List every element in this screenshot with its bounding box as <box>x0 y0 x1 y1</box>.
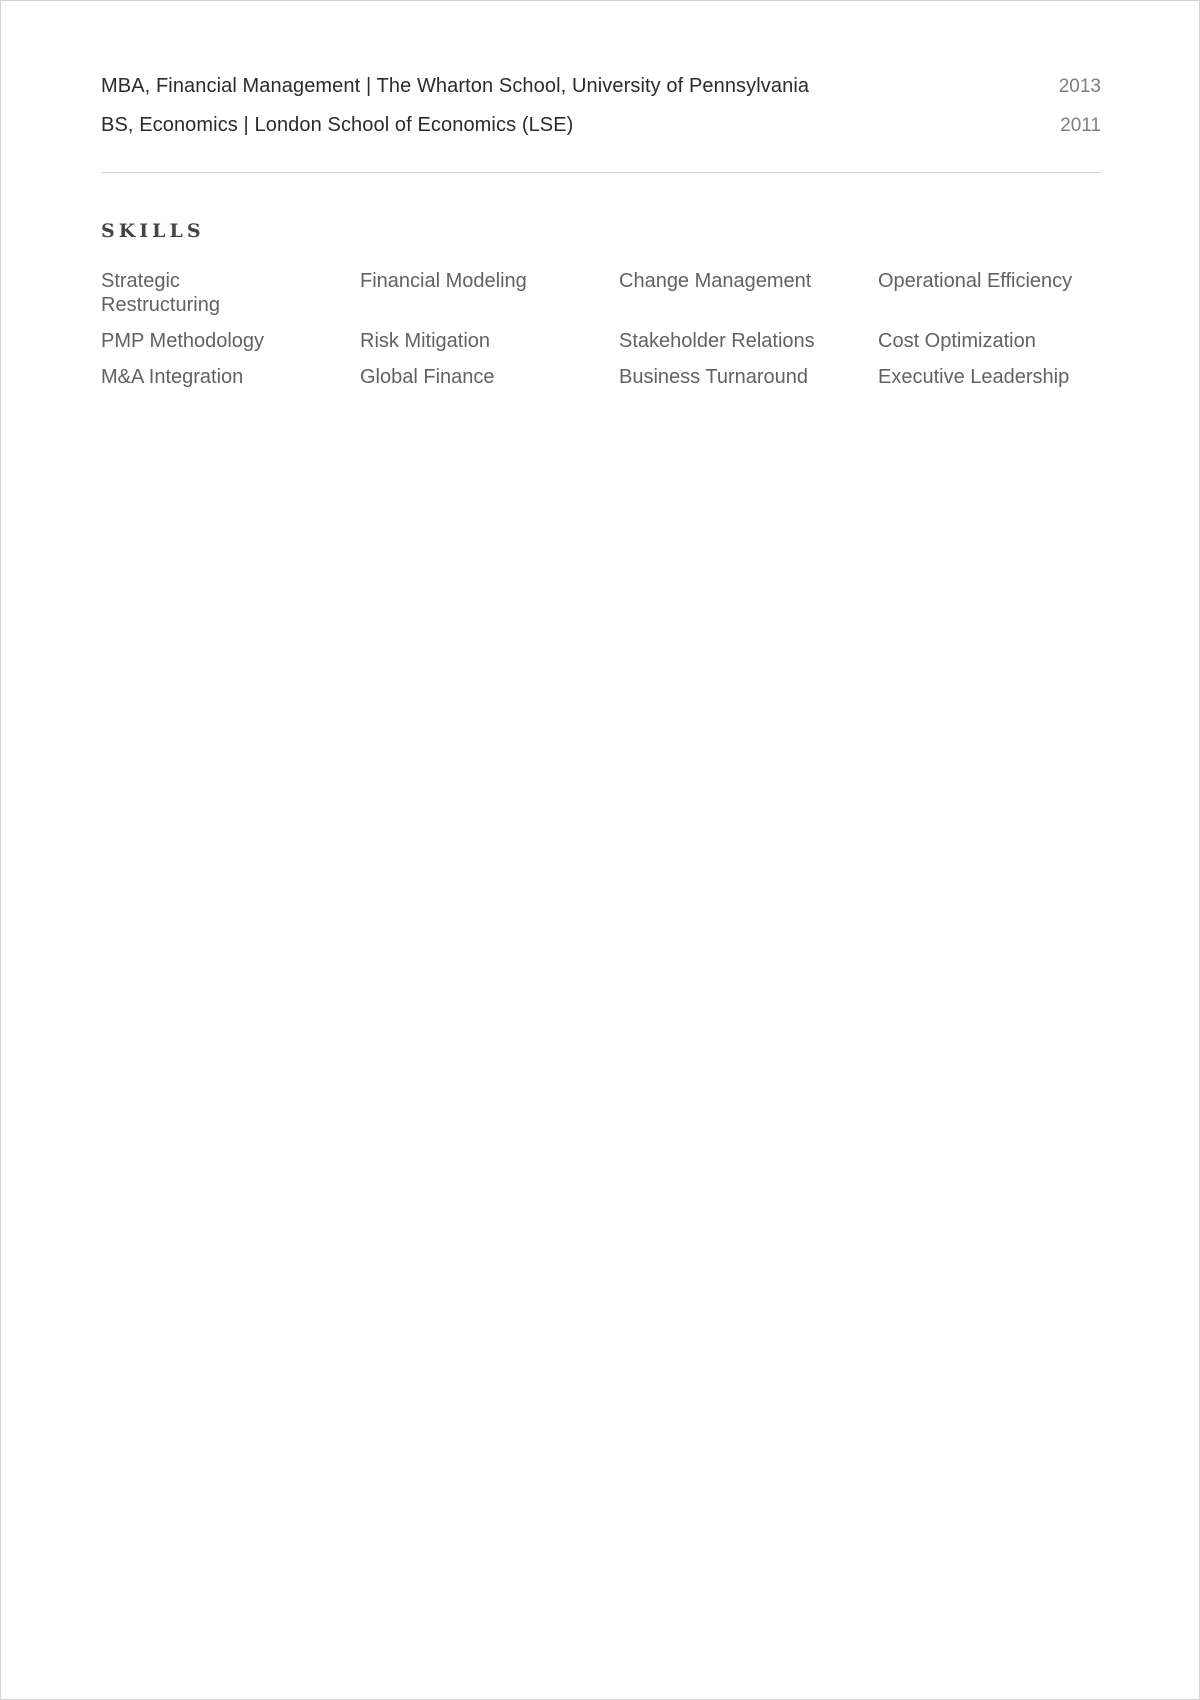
skill-item: PMP Methodology <box>101 330 265 352</box>
education-degree: MBA, Financial Management | The Wharton School, University of Pennsylvania <box>101 75 810 97</box>
education-entry <box>101 75 1101 114</box>
education-entry <box>101 114 1101 153</box>
education-list <box>101 75 1101 153</box>
skill-item: Executive Leadership <box>878 366 1070 388</box>
skill-item: M&A Integration <box>101 366 244 388</box>
skills-grid <box>101 269 1101 389</box>
education-year: 2011 <box>1060 115 1101 136</box>
skill-item: Operational Efficiency <box>878 270 1073 292</box>
skill-item: Stakeholder Relations <box>619 330 815 352</box>
skill-item: Business Turnaround <box>619 366 809 388</box>
skill-item: Financial Modeling <box>360 270 527 292</box>
education-year: 2013 <box>1058 76 1101 97</box>
skill-item: Change Management <box>619 270 812 292</box>
skill-item: Global Finance <box>360 366 495 388</box>
skill-item: Risk Mitigation <box>360 330 491 352</box>
section-divider <box>101 172 1101 173</box>
resume-content <box>101 75 1101 389</box>
education-degree: BS, Economics | London School of Economics (LSE) <box>101 114 574 136</box>
skill-item: Cost Optimization <box>878 330 1036 352</box>
skill-item: Strategic Restructuring <box>101 270 220 316</box>
skills-heading: SKILLS <box>101 220 205 242</box>
